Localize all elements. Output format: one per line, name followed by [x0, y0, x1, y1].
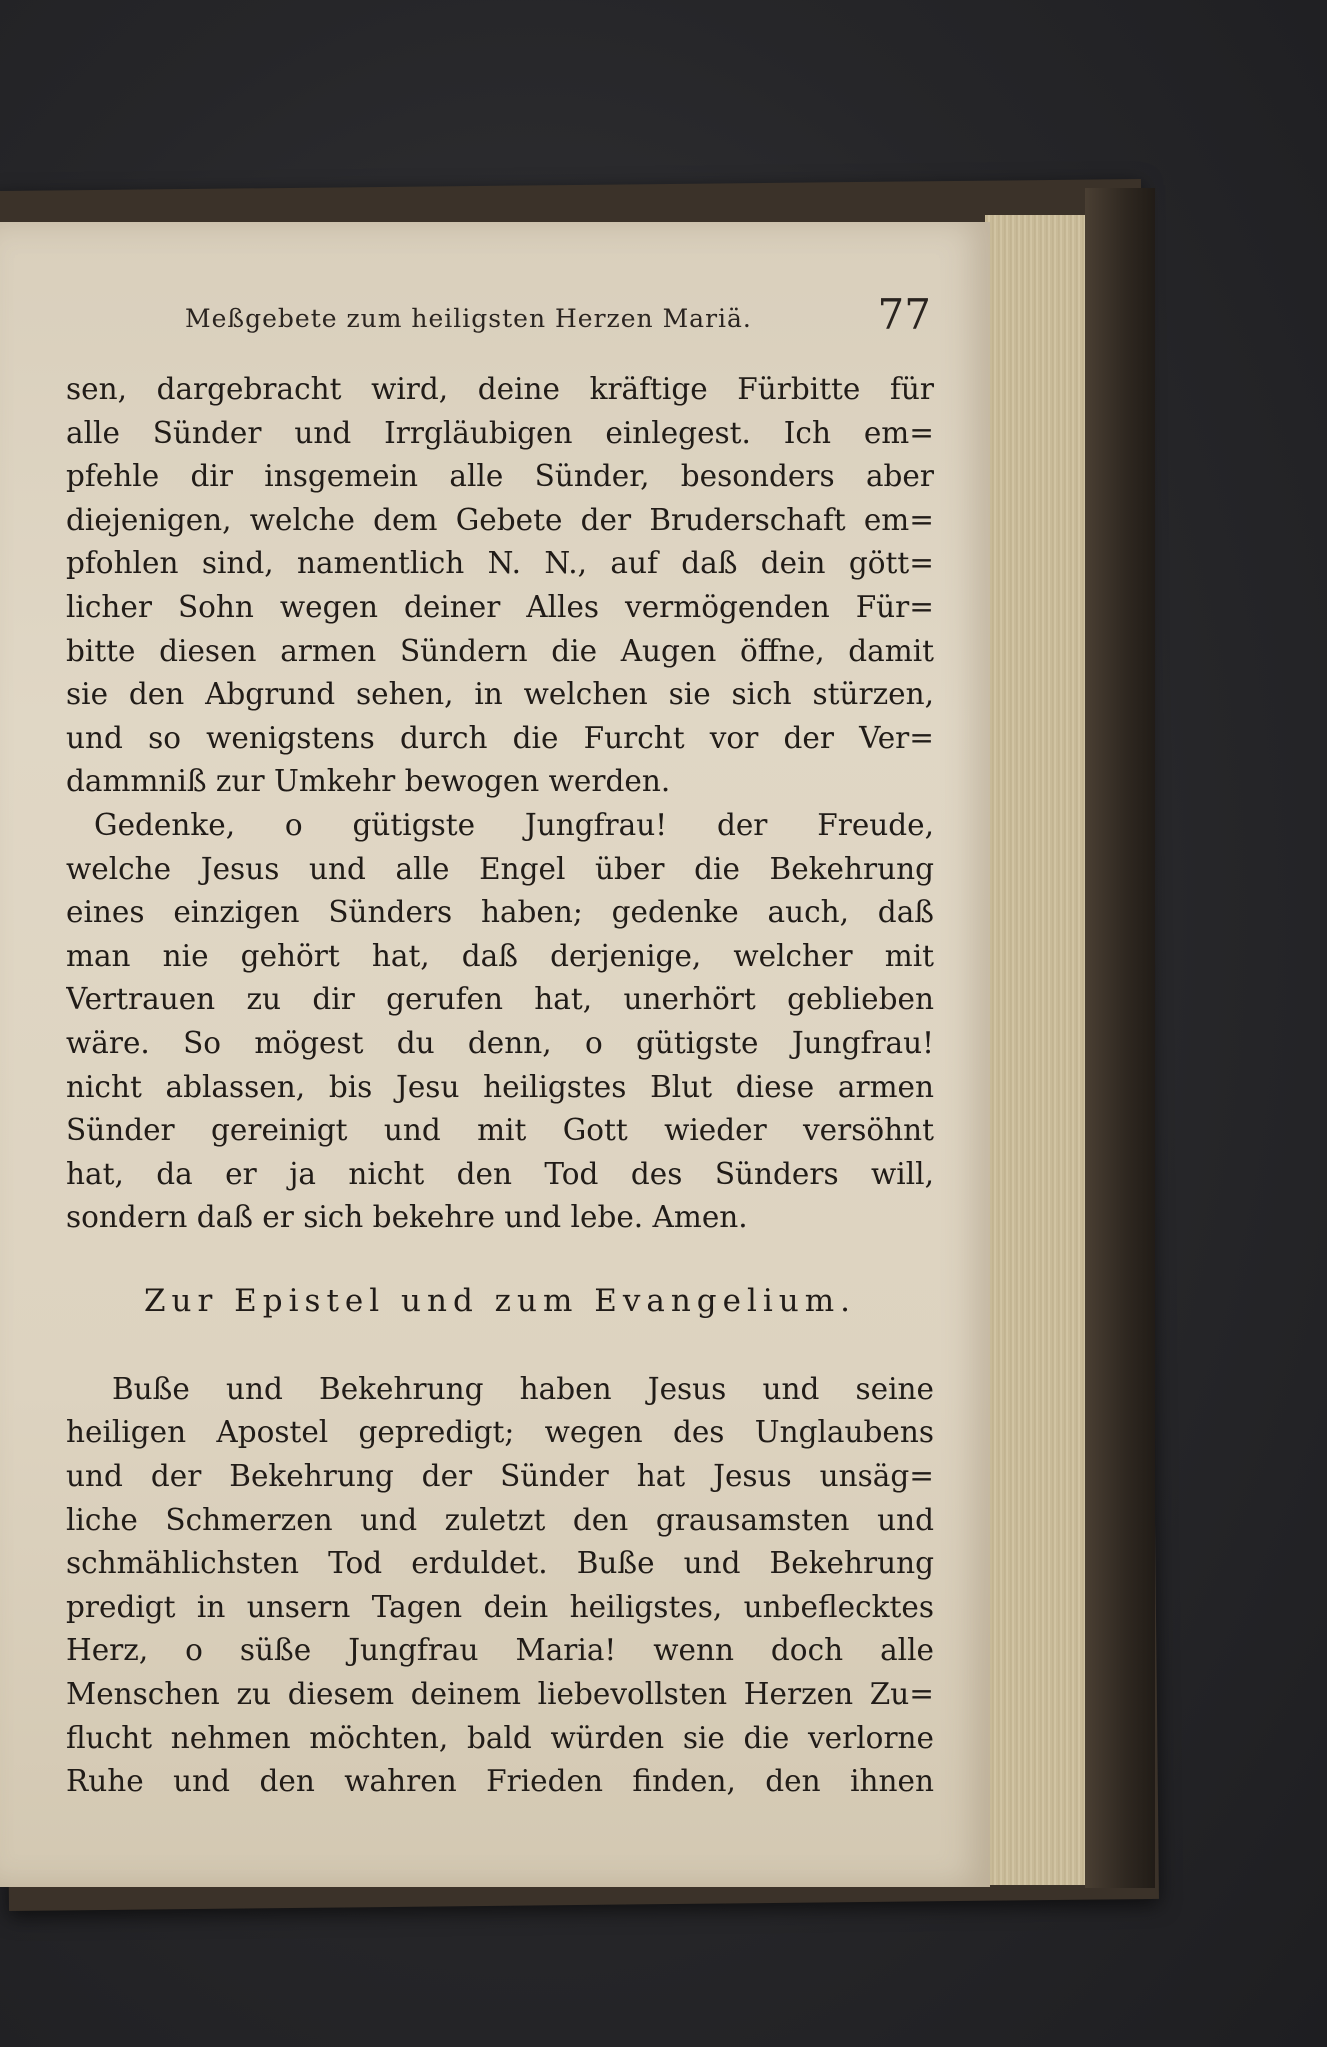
text-line: pfohlen sind, namentlich N. N., auf daß dein gött= [66, 546, 934, 581]
text-line: und so wenigstens durch die Furcht vor der Ver= [66, 720, 934, 755]
book-spine-edge [1085, 188, 1155, 1888]
body-text [66, 368, 934, 1804]
text-line: Buße und Bekehrung haben Jesus und seine [112, 1371, 934, 1406]
paragraph-2 [66, 804, 934, 1240]
text-line: pfehle dir insgemein alle Sünder, besonders aber [66, 459, 934, 494]
text-line: sondern daß er sich bekehre und lebe. Amen. [66, 1200, 748, 1235]
text-line: Gedenke, o gütigste Jungfrau! der Freude, [94, 807, 934, 842]
text-line: wäre. So mögest du denn, o gütigste Jungfrau! [66, 1025, 934, 1060]
text-line: dammniß zur Umkehr bewogen werden. [66, 764, 671, 799]
text-line: sen, dargebracht wird, deine kräftige Fürbitte für [66, 372, 934, 406]
text-line: diejenigen, welche dem Gebete der Bruderschaft em= [66, 502, 934, 537]
text-line: predigt in unsern Tagen dein heiligstes, unbeflecktes [66, 1589, 934, 1624]
page-number: 77 [877, 290, 931, 339]
paragraph-3 [66, 1368, 934, 1804]
text-line: licher Sohn wegen deiner Alles vermögenden Für= [66, 589, 934, 624]
text-line: eines einzigen Sünders haben; gedenke auch, daß [66, 895, 934, 930]
text-line: heiligen Apostel gepredigt; wegen des Unglaubens [66, 1415, 934, 1450]
paragraph-1 [66, 368, 934, 804]
text-line: schmählichsten Tod erduldet. Buße und Bekehrung [66, 1546, 934, 1581]
text-line: welche Jesus und alle Engel über die Bekehrung [66, 851, 934, 886]
text-line: liche Schmerzen und zuletzt den grausamsten und [66, 1502, 934, 1537]
text-line: nicht ablassen, bis Jesu heiligstes Blut diese armen [66, 1069, 934, 1104]
text-line: Ruhe und den wahren Frieden finden, den ihnen [66, 1764, 934, 1799]
section-heading: Zur Epistel und zum Evangelium. [143, 1282, 857, 1319]
text-line: Menschen zu diesem deinem liebevollsten Herzen Zu= [66, 1677, 934, 1712]
text-line: und der Bekehrung der Sünder hat Jesus unsäg= [66, 1459, 934, 1494]
page-edges [985, 215, 1085, 1885]
text-line: sie den Abgrund sehen, in welchen sie sich stürzen, [66, 677, 934, 712]
text-line: flucht nehmen möchten, bald würden sie die verlorne [66, 1720, 934, 1755]
text-line: man nie gehört hat, daß derjenige, welcher mit [66, 938, 934, 973]
text-line: bitte diesen armen Sündern die Augen öffne, damit [66, 633, 934, 668]
text-line: hat, da er ja nicht den Tod des Sünders will, [66, 1156, 934, 1191]
text-line: Vertrauen zu dir gerufen hat, unerhört geblieben [66, 982, 934, 1017]
text-line: Herz, o süße Jungfrau Maria! wenn doch alle [66, 1633, 934, 1668]
running-head: Meßgebete zum heiligsten Herzen Mariä. [185, 304, 752, 333]
text-line: alle Sünder und Irrgläubigen einlegest. Ich em= [66, 415, 934, 450]
page-header [185, 290, 945, 350]
text-line: Sünder gereinigt und mit Gott wieder versöhnt [66, 1113, 934, 1148]
